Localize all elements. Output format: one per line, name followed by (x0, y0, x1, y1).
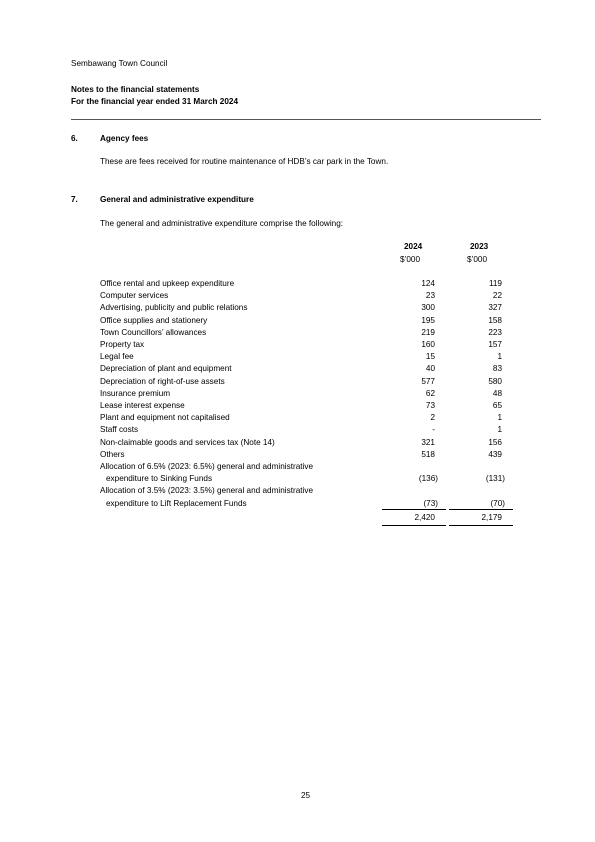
table-row-label: Depreciation of plant and equipment (100, 364, 232, 374)
table-row-label: Advertising, publicity and public relations (100, 303, 248, 313)
note7-number: 7. (71, 195, 78, 204)
table-cell-2023: 327 (488, 303, 502, 313)
table-row-label: Insurance premium (100, 388, 171, 398)
alloc-sinking-2024: (136) (418, 474, 438, 484)
table-row-label: Depreciation of right-of-use assets (100, 376, 225, 386)
total-rule-bottom-2023 (449, 525, 513, 526)
table-cell-2024: 518 (421, 449, 435, 459)
total-2024: 2,420 (414, 512, 435, 522)
note6-heading: Agency fees (100, 134, 149, 143)
table-cell-2023: 22 (492, 291, 502, 301)
table-cell-2024: 577 (421, 376, 435, 386)
alloc-lift-2023: (70) (490, 498, 505, 508)
table-cell-2024: 2 (430, 413, 435, 423)
table-row-label: Legal fee (100, 352, 134, 362)
table-cell-2024: 62 (425, 388, 435, 398)
table-cell-2024: 195 (421, 315, 435, 325)
table-cell-2023: 48 (492, 388, 502, 398)
table-cell-2024: 160 (421, 340, 435, 349)
table-cell-2023: 158 (488, 315, 502, 325)
alloc-sinking-2023: (131) (485, 474, 505, 484)
note7-heading: General and administrative expenditure (100, 195, 254, 204)
table-cell-2024: 23 (425, 291, 435, 301)
table-cell-2023: 439 (488, 449, 502, 459)
table-cell-2024: 219 (421, 327, 435, 337)
table-cell-2024: 321 (421, 437, 435, 447)
total-rule-bottom-2024 (382, 525, 446, 526)
table-cell-2024: - (432, 425, 435, 435)
table-cell-2023: 1 (497, 352, 502, 362)
header-divider (71, 119, 541, 120)
table-cell-2023: 223 (488, 327, 502, 337)
table-cell-2023: 1 (497, 425, 502, 435)
alloc-lift-line2: expenditure to Lift Replacement Funds (106, 498, 247, 508)
org-name: Sembawang Town Council (71, 59, 168, 68)
note6-number: 6. (71, 134, 78, 143)
table-row-label: Computer services (100, 291, 169, 301)
table-row-label: Office supplies and stationery (100, 315, 208, 325)
table-cell-2024: 40 (425, 364, 435, 374)
table-cell-2023: 119 (488, 279, 502, 288)
table-row-label: Non-claimable goods and services tax (Note 14) (100, 437, 275, 447)
table-cell-2024: 15 (425, 352, 435, 362)
table-row-label: Others (100, 449, 125, 459)
table-cell-2023: 580 (488, 376, 502, 386)
table-row-label: Plant and equipment not capitalised (100, 413, 230, 423)
alloc-lift-line1: Allocation of 3.5% (2023: 3.5%) general and administrative (100, 486, 313, 496)
note7-intro: The general and administrative expenditure comprise the following: (100, 219, 344, 228)
page-period: For the financial year ended 31 March 2024 (71, 97, 239, 106)
table-cell-2023: 83 (492, 364, 502, 374)
total-2023: 2,179 (481, 512, 502, 522)
table-cell-2023: 65 (492, 401, 502, 410)
alloc-sinking-line2: expenditure to Sinking Funds (106, 474, 213, 484)
note6-body: These are fees received for routine maintenance of HDB’s car park in the Town. (100, 157, 389, 166)
table-cell-2024: 124 (421, 279, 435, 288)
page-title: Notes to the financial statements (71, 85, 200, 94)
table-row-label: Property tax (100, 340, 145, 349)
alloc-sinking-line1: Allocation of 6.5% (2023: 6.5%) general and administrative (100, 462, 313, 471)
table-row-label: Town Councillors’ allowances (100, 327, 207, 337)
table-row-label: Lease interest expense (100, 401, 185, 410)
table-cell-2024: 300 (421, 303, 435, 313)
table-cell-2024: 73 (425, 401, 435, 410)
table-cell-2023: 156 (488, 437, 502, 447)
col-unit-2024: $’000 (400, 255, 421, 264)
table-cell-2023: 1 (497, 413, 502, 423)
total-rule-top-2024 (382, 509, 446, 510)
col-header-2023: 2023 (470, 242, 489, 251)
table-row-label: Office rental and upkeep expenditure (100, 279, 235, 288)
col-header-2024: 2024 (404, 242, 423, 251)
total-rule-top-2023 (449, 509, 513, 510)
col-unit-2023: $’000 (467, 255, 488, 264)
table-cell-2023: 157 (488, 340, 502, 349)
alloc-lift-2024: (73) (423, 498, 438, 508)
table-row-label: Staff costs (100, 425, 139, 435)
page-number: 25 (301, 791, 311, 800)
